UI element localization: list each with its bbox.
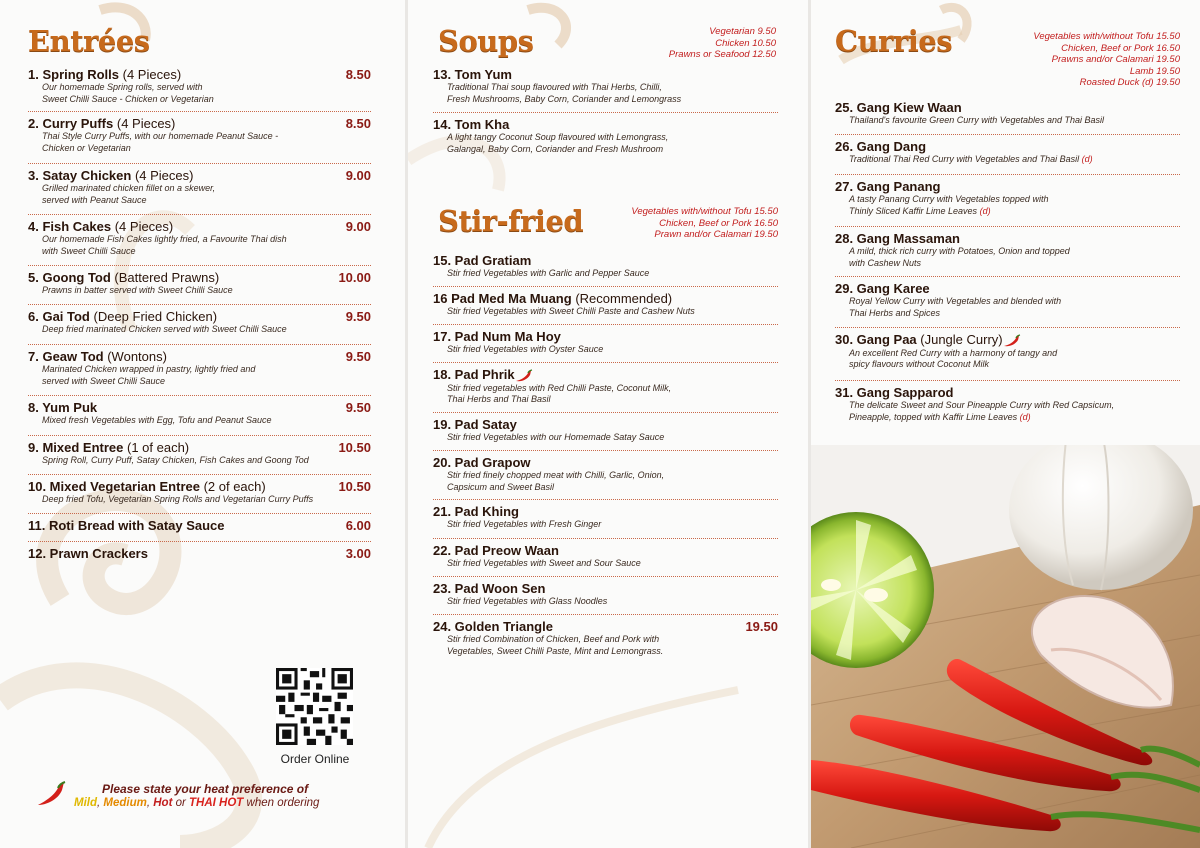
menu-item — [835, 332, 1180, 371]
menu-item-description-text: Galangal, Baby Corn, Coriander and Fresh Mushroom — [447, 143, 664, 154]
menu-item-description — [433, 646, 778, 658]
item-separator — [28, 395, 371, 396]
menu-item-description — [433, 558, 778, 570]
stirfried-price-line: Chicken, Beef or Pork 16.50 — [659, 217, 778, 229]
heat-sep: , — [97, 797, 104, 809]
soups-title: Soups — [438, 24, 534, 58]
item-separator — [835, 226, 1180, 227]
menu-item-name — [433, 253, 778, 268]
menu-item-price: 9.00 — [345, 219, 371, 234]
menu-item-description-text: Deep fried Tofu, Vegetarian Spring Rolls and Vegetarian Curry Puffs — [42, 494, 314, 504]
menu-item-title: 11. Roti Bread with Satay Sauce — [28, 518, 225, 533]
menu-item-name — [28, 219, 371, 234]
menu-item-description — [835, 412, 1180, 424]
menu-item-name — [835, 332, 1180, 348]
menu-item-price: 9.50 — [345, 349, 371, 364]
item-separator — [433, 412, 778, 413]
menu-item — [28, 116, 371, 154]
item-separator — [28, 474, 371, 475]
menu-item-description — [28, 131, 371, 143]
item-separator — [28, 163, 371, 164]
menu-item-description — [433, 394, 778, 406]
menu-item-description-text: Marinated Chicken wrapped in pastry, lightly fried and — [42, 364, 256, 374]
menu-item-description-text: Sweet Chilli Sauce - Chicken or Vegetarian — [42, 93, 214, 104]
menu-item-name — [835, 231, 1180, 246]
menu-item-name — [433, 455, 778, 470]
menu-item-name — [835, 100, 1180, 115]
menu-item-description-text: Thai Herbs and Thai Basil — [447, 394, 551, 405]
menu-item-description-text: Thinly Sliced Kaffir Lime Leaves — [849, 205, 978, 216]
menu-item-extra: (4 Pieces) — [111, 219, 174, 234]
menu-item-description-text: Royal Yellow Curry with Vegetables and blended with — [849, 296, 1062, 306]
menu-item-description-text: with Sweet Chilli Sauce — [42, 245, 136, 256]
menu-item-name — [28, 309, 371, 324]
menu-item-description-text: Vegetables, Sweet Chilli Paste, Mint and Lemongrass. — [447, 645, 664, 656]
menu-item — [835, 385, 1180, 423]
item-separator — [433, 450, 778, 451]
menu-item-extra: (1 of each) — [123, 440, 190, 455]
menu-item-description-text: served with Peanut Sauce — [42, 194, 147, 205]
menu-item — [28, 349, 371, 387]
menu-item-name — [433, 619, 778, 634]
menu-item-description — [28, 234, 371, 246]
menu-item-title: 21. Pad Khing — [433, 504, 519, 519]
menu-item-title: 17. Pad Num Ma Hoy — [433, 329, 561, 344]
menu-item-description — [835, 154, 1180, 166]
menu-item-description — [433, 94, 778, 106]
menu-item-name — [28, 546, 371, 561]
menu-item-name — [835, 385, 1180, 400]
menu-item — [433, 253, 778, 280]
stirfried-price-line: Prawn and/or Calamari 19.50 — [654, 229, 778, 240]
menu-item-description — [28, 415, 371, 427]
menu-item-name — [28, 349, 371, 364]
menu-item — [433, 543, 778, 570]
menu-item — [433, 504, 778, 531]
menu-item-title: 7. Geaw Tod — [28, 349, 104, 364]
menu-item-description — [433, 306, 778, 318]
item-separator — [28, 214, 371, 215]
item-separator — [433, 112, 778, 113]
heat-mild: Mild — [74, 797, 97, 809]
menu-item — [835, 100, 1180, 127]
menu-item-description — [433, 519, 778, 531]
menu-item-name — [28, 168, 371, 183]
menu-item-title: 18. Pad Phrik — [433, 367, 515, 382]
menu-item-name — [433, 291, 778, 306]
menu-item-description — [835, 308, 1180, 320]
menu-item — [433, 117, 778, 155]
menu-item-description — [28, 183, 371, 195]
curries-price-line: Chicken, Beef or Pork 16.50 — [1061, 42, 1180, 54]
food-photo — [811, 445, 1200, 848]
menu-item-description — [28, 494, 371, 506]
menu-item-description — [433, 344, 778, 356]
menu-item-description-text: A tasty Panang Curry with Vegetables topped with — [849, 194, 1049, 204]
menu-item-title: 26. Gang Dang — [835, 139, 927, 154]
menu-item-name — [433, 67, 778, 82]
menu-item-extra: (Recommended) — [571, 291, 673, 306]
menu-item-description — [28, 82, 371, 94]
menu-item-description — [433, 82, 778, 94]
qr-code[interactable] — [276, 668, 353, 745]
menu-item-name — [835, 139, 1180, 154]
menu-item-description-text: Stir fried Vegetables with Sweet Chilli Paste and Cashew Nuts — [447, 306, 695, 316]
item-separator — [433, 576, 778, 577]
menu-item-title: 4. Fish Cakes — [28, 219, 112, 234]
menu-item-description-text: Stir fried Vegetables with Sweet and Sour Sauce — [447, 558, 641, 568]
menu-item-description-text: Fresh Mushrooms, Baby Corn, Coriander and Lemongrass — [447, 93, 682, 104]
entrees-title: Entrées — [28, 24, 150, 58]
menu-item-extra: (Jungle Curry) — [916, 332, 1003, 347]
menu-item-description-text: A mild, thick rich curry with Potatoes, Onion and topped — [849, 246, 1070, 256]
menu-item — [28, 270, 371, 297]
menu-item-description-text: Stir fried Vegetables with Glass Noodles — [447, 596, 608, 606]
stirfried-price-line: Vegetables with/without Tofu 15.50 — [631, 206, 778, 217]
menu-item-description-text: Our homemade Spring rolls, served with — [42, 82, 203, 92]
menu-item-name — [835, 179, 1180, 194]
item-separator — [28, 541, 371, 542]
menu-item — [28, 219, 371, 257]
duck-option-marker: (d) — [1081, 154, 1093, 164]
menu-item — [28, 440, 371, 467]
menu-item-description — [433, 144, 778, 156]
menu-item-name — [433, 367, 778, 383]
menu-item-title: 14. Tom Kha — [433, 117, 510, 132]
chili-icon — [36, 780, 68, 808]
menu-item — [433, 581, 778, 608]
item-separator — [433, 499, 778, 500]
menu-item-description-text: An excellent Red Curry with a harmony of tangy and — [849, 347, 1058, 358]
soups-stirfried-panel — [408, 0, 808, 848]
item-separator — [835, 380, 1180, 381]
menu-item-description — [433, 432, 778, 444]
menu-item-price: 10.50 — [338, 479, 371, 494]
order-online-label[interactable]: Order Online — [280, 752, 350, 766]
menu-item-description — [835, 348, 1180, 360]
menu-item — [28, 168, 371, 206]
menu-item-name — [28, 479, 371, 494]
menu-item — [28, 518, 371, 533]
curries-price-line: Prawns and/or Calamari 19.50 — [1051, 54, 1180, 65]
menu-item-name — [433, 329, 778, 344]
menu-item-description-text: A light tangy Coconut Soup flavoured with Lemongrass, — [447, 132, 669, 142]
menu-item-title: 9. Mixed Entree — [28, 440, 124, 455]
heat-sep: , — [146, 797, 154, 809]
menu-item-title: 13. Tom Yum — [433, 67, 512, 82]
menu-item-title: 25. Gang Kiew Waan — [835, 100, 962, 115]
menu-item-name — [28, 518, 371, 533]
menu-item-description-text: Thai Herbs and Spices — [849, 307, 941, 318]
menu-item-extra: (2 of each) — [199, 479, 266, 494]
menu-item-description-text: Traditional Thai Red Curry with Vegetables and Thai Basil — [849, 154, 1080, 164]
item-separator — [433, 286, 778, 287]
menu-item-description — [835, 258, 1180, 270]
item-separator — [433, 538, 778, 539]
soups-prices — [669, 26, 776, 61]
menu-item-description — [433, 383, 778, 395]
menu-item-description — [28, 324, 371, 336]
heat-thai-hot: THAI HOT — [189, 797, 244, 809]
item-separator — [28, 304, 371, 305]
menu-item-name — [433, 543, 778, 558]
menu-item-title: 27. Gang Panang — [835, 179, 941, 194]
menu-item-extra: (4 Pieces) — [113, 116, 176, 131]
stirfried-title: Stir-fried — [438, 204, 584, 238]
menu-item-description — [835, 296, 1180, 308]
menu-item — [28, 67, 371, 105]
soups-price-line: Prawns or Seafood 12.50 — [668, 49, 776, 60]
menu-item-price: 9.50 — [345, 400, 371, 415]
menu-item-description — [433, 482, 778, 494]
menu-item-price: 10.50 — [338, 440, 371, 455]
heat-medium: Medium — [103, 797, 147, 809]
menu-item — [28, 479, 371, 506]
menu-item-description — [433, 470, 778, 482]
curries-prices — [1033, 31, 1180, 89]
menu-item-description-text: Traditional Thai soup flavoured with Thai Herbs, Chilli, — [447, 82, 662, 92]
menu-item-description — [28, 143, 371, 155]
item-separator — [835, 276, 1180, 277]
menu-item-description — [433, 634, 778, 646]
menu-item-name — [433, 504, 778, 519]
menu-item-description-text: Stir fried Vegetables with Oyster Sauce — [447, 344, 604, 354]
menu-item-description — [28, 285, 371, 297]
duck-option-marker: (d) — [1019, 411, 1031, 422]
menu-item-description — [433, 596, 778, 608]
menu-item — [433, 417, 778, 444]
menu-item — [28, 400, 371, 427]
menu-item — [835, 231, 1180, 269]
menu-item-title: 20. Pad Grapow — [433, 455, 531, 470]
menu-item-extra: (Wontons) — [103, 349, 167, 364]
menu-item-name — [433, 581, 778, 596]
menu-item-description — [28, 246, 371, 258]
menu-item-description-text: Thailand's favourite Green Curry with Vegetables and Thai Basil — [849, 115, 1105, 125]
menu-item-title: 31. Gang Sapparod — [835, 385, 954, 400]
menu-item-description — [28, 364, 371, 376]
menu-item-price: 10.00 — [338, 270, 371, 285]
menu-item — [433, 291, 778, 318]
menu-item-description — [433, 268, 778, 280]
menu-item-title: 1. Spring Rolls — [28, 67, 120, 82]
curries-panel — [811, 0, 1200, 848]
chili-icon — [515, 369, 533, 383]
menu-item-extra: (4 Pieces) — [119, 67, 182, 82]
menu-item-description-text: Stir fried Combination of Chicken, Beef and Pork with — [447, 634, 660, 644]
menu-item-description — [28, 94, 371, 106]
item-separator — [28, 344, 371, 345]
heat-preference-line2 — [74, 797, 319, 809]
menu-item-price: 8.50 — [345, 116, 371, 131]
menu-item-description-text: served with Sweet Chilli Sauce — [42, 375, 166, 386]
item-separator — [433, 362, 778, 363]
menu-item — [433, 329, 778, 356]
menu-item-price: 6.00 — [345, 518, 371, 533]
curries-title: Curries — [835, 24, 953, 58]
menu-item-price: 9.50 — [345, 309, 371, 324]
menu-item-description-text: Capsicum and Sweet Basil — [447, 481, 555, 492]
entrees-panel — [0, 0, 405, 848]
menu-item — [835, 281, 1180, 319]
curries-price-line: Lamb 19.50 — [1129, 65, 1180, 77]
menu-item-description-text: Our homemade Fish Cakes lightly fried, a Favourite Thai dish — [42, 234, 287, 244]
menu-item-title: 8. Yum Puk — [28, 400, 98, 415]
menu-item-description-text: Deep fried marinated Chicken served with Sweet Chilli Sauce — [42, 324, 287, 334]
menu-item — [28, 546, 371, 561]
menu-item-extra: (4 Pieces) — [131, 168, 194, 183]
menu-item-description — [835, 115, 1180, 127]
menu-item-name — [28, 440, 371, 455]
menu-item — [28, 309, 371, 336]
menu-item-name — [835, 281, 1180, 296]
menu-item-description — [28, 376, 371, 388]
menu-item-name — [433, 417, 778, 432]
menu-item-description-text: Chicken or Vegetarian — [42, 142, 131, 153]
item-separator — [433, 614, 778, 615]
item-separator — [28, 435, 371, 436]
menu-item-description — [433, 132, 778, 144]
item-separator — [28, 513, 371, 514]
menu-item-description-text: with Cashew Nuts — [849, 257, 922, 268]
menu-item-title: 28. Gang Massaman — [835, 231, 960, 246]
soups-price-line: Vegetarian 9.50 — [709, 26, 776, 37]
menu-item-extra: (Battered Prawns) — [110, 270, 220, 285]
menu-item-description-text: Mixed fresh Vegetables with Egg, Tofu and Peanut Sauce — [42, 415, 272, 425]
menu-item-description-text: Stir fried Vegetables with Fresh Ginger — [447, 519, 602, 529]
menu-item-description — [835, 194, 1180, 206]
menu-item-title: 2. Curry Puffs — [28, 116, 114, 131]
menu-item — [433, 367, 778, 406]
menu-item-name — [28, 400, 371, 415]
menu-item — [835, 179, 1180, 217]
menu-item-name — [28, 116, 371, 131]
menu-item-description — [28, 195, 371, 207]
menu-item-title: 5. Goong Tod — [28, 270, 111, 285]
menu-item-name — [28, 67, 371, 82]
menu-item-name — [433, 117, 778, 132]
menu-item-title: 15. Pad Gratiam — [433, 253, 532, 268]
heat-preference-line1: Please state your heat preference of — [102, 782, 309, 796]
menu-item-description — [835, 359, 1180, 371]
duck-option-marker: (d) — [979, 205, 991, 216]
item-separator — [28, 265, 371, 266]
menu-item-description — [835, 400, 1180, 412]
menu-item-price: 9.00 — [345, 168, 371, 183]
menu-item — [433, 619, 778, 657]
menu-item-title: 16 Pad Med Ma Muang — [433, 291, 572, 306]
curries-price-line: Roasted Duck (d) 19.50 — [1079, 77, 1180, 88]
menu-item — [433, 455, 778, 493]
menu-item-title: 24. Golden Triangle — [433, 619, 553, 634]
menu-item-title: 30. Gang Paa — [835, 332, 917, 347]
stirfried-prices — [631, 206, 778, 241]
menu-item-title: 3. Satay Chicken — [28, 168, 132, 183]
menu-item-title: 19. Pad Satay — [433, 417, 517, 432]
heat-hot: Hot — [153, 797, 173, 809]
item-separator — [835, 174, 1180, 175]
menu-item-description-text: Prawns in batter served with Sweet Chilli Sauce — [42, 285, 233, 295]
menu-item-description-text: Stir fried Vegetables with Garlic and Pepper Sauce — [447, 268, 650, 278]
item-separator — [28, 111, 371, 112]
chili-icon — [1003, 334, 1021, 348]
menu-item-description — [28, 455, 371, 467]
menu-item-description-text: spicy flavours without Coconut Milk — [849, 359, 990, 370]
item-separator — [835, 327, 1180, 328]
item-separator — [433, 324, 778, 325]
menu-item-description-text: Stir fried finely chopped meat with Chilli, Garlic, Onion, — [447, 470, 665, 480]
menu-item-title: 29. Gang Karee — [835, 281, 930, 296]
menu-item-description-text: Thai Style Curry Puffs, with our homemade Peanut Sauce - — [42, 131, 279, 141]
menu-item-description — [835, 206, 1180, 218]
menu-item-description-text: Stir fried vegetables with Red Chilli Paste, Coconut Milk, — [447, 382, 672, 393]
menu-item-description-text: Spring Roll, Curry Puff, Satay Chicken, Fish Cakes and Goong Tod — [42, 455, 309, 465]
menu-item-description-text: Pineapple, topped with Kaffir Lime Leaves — [849, 411, 1018, 422]
item-separator — [835, 134, 1180, 135]
menu-item-description-text: The delicate Sweet and Sour Pineapple Curry with Red Capsicum, — [849, 400, 1115, 410]
menu-item-title: 22. Pad Preow Waan — [433, 543, 559, 558]
menu-item — [433, 67, 778, 105]
qr-code-icon — [276, 668, 353, 745]
menu-item-price: 3.00 — [345, 546, 371, 561]
menu-item — [835, 139, 1180, 166]
heat-tail: when ordering — [243, 797, 320, 809]
menu-item-price: 8.50 — [345, 67, 371, 82]
menu-item-title: 10. Mixed Vegetarian Entree — [28, 479, 200, 494]
menu-item-description-text: Grilled marinated chicken fillet on a skewer, — [42, 183, 216, 193]
menu-item-description — [835, 246, 1180, 258]
curries-price-line: Vegetables with/without Tofu 15.50 — [1033, 31, 1180, 42]
menu-item-description-text: Stir fried Vegetables with our Homemade Satay Sauce — [447, 432, 665, 442]
menu-item-name — [28, 270, 371, 285]
menu-item-extra: (Deep Fried Chicken) — [89, 309, 218, 324]
menu-item-title: 6. Gai Tod — [28, 309, 90, 324]
menu-item-price: 19.50 — [745, 619, 778, 634]
heat-or: or — [172, 797, 190, 809]
soups-price-line: Chicken 10.50 — [715, 37, 776, 49]
menu-item-title: 12. Prawn Crackers — [28, 546, 148, 561]
menu-item-title: 23. Pad Woon Sen — [433, 581, 546, 596]
